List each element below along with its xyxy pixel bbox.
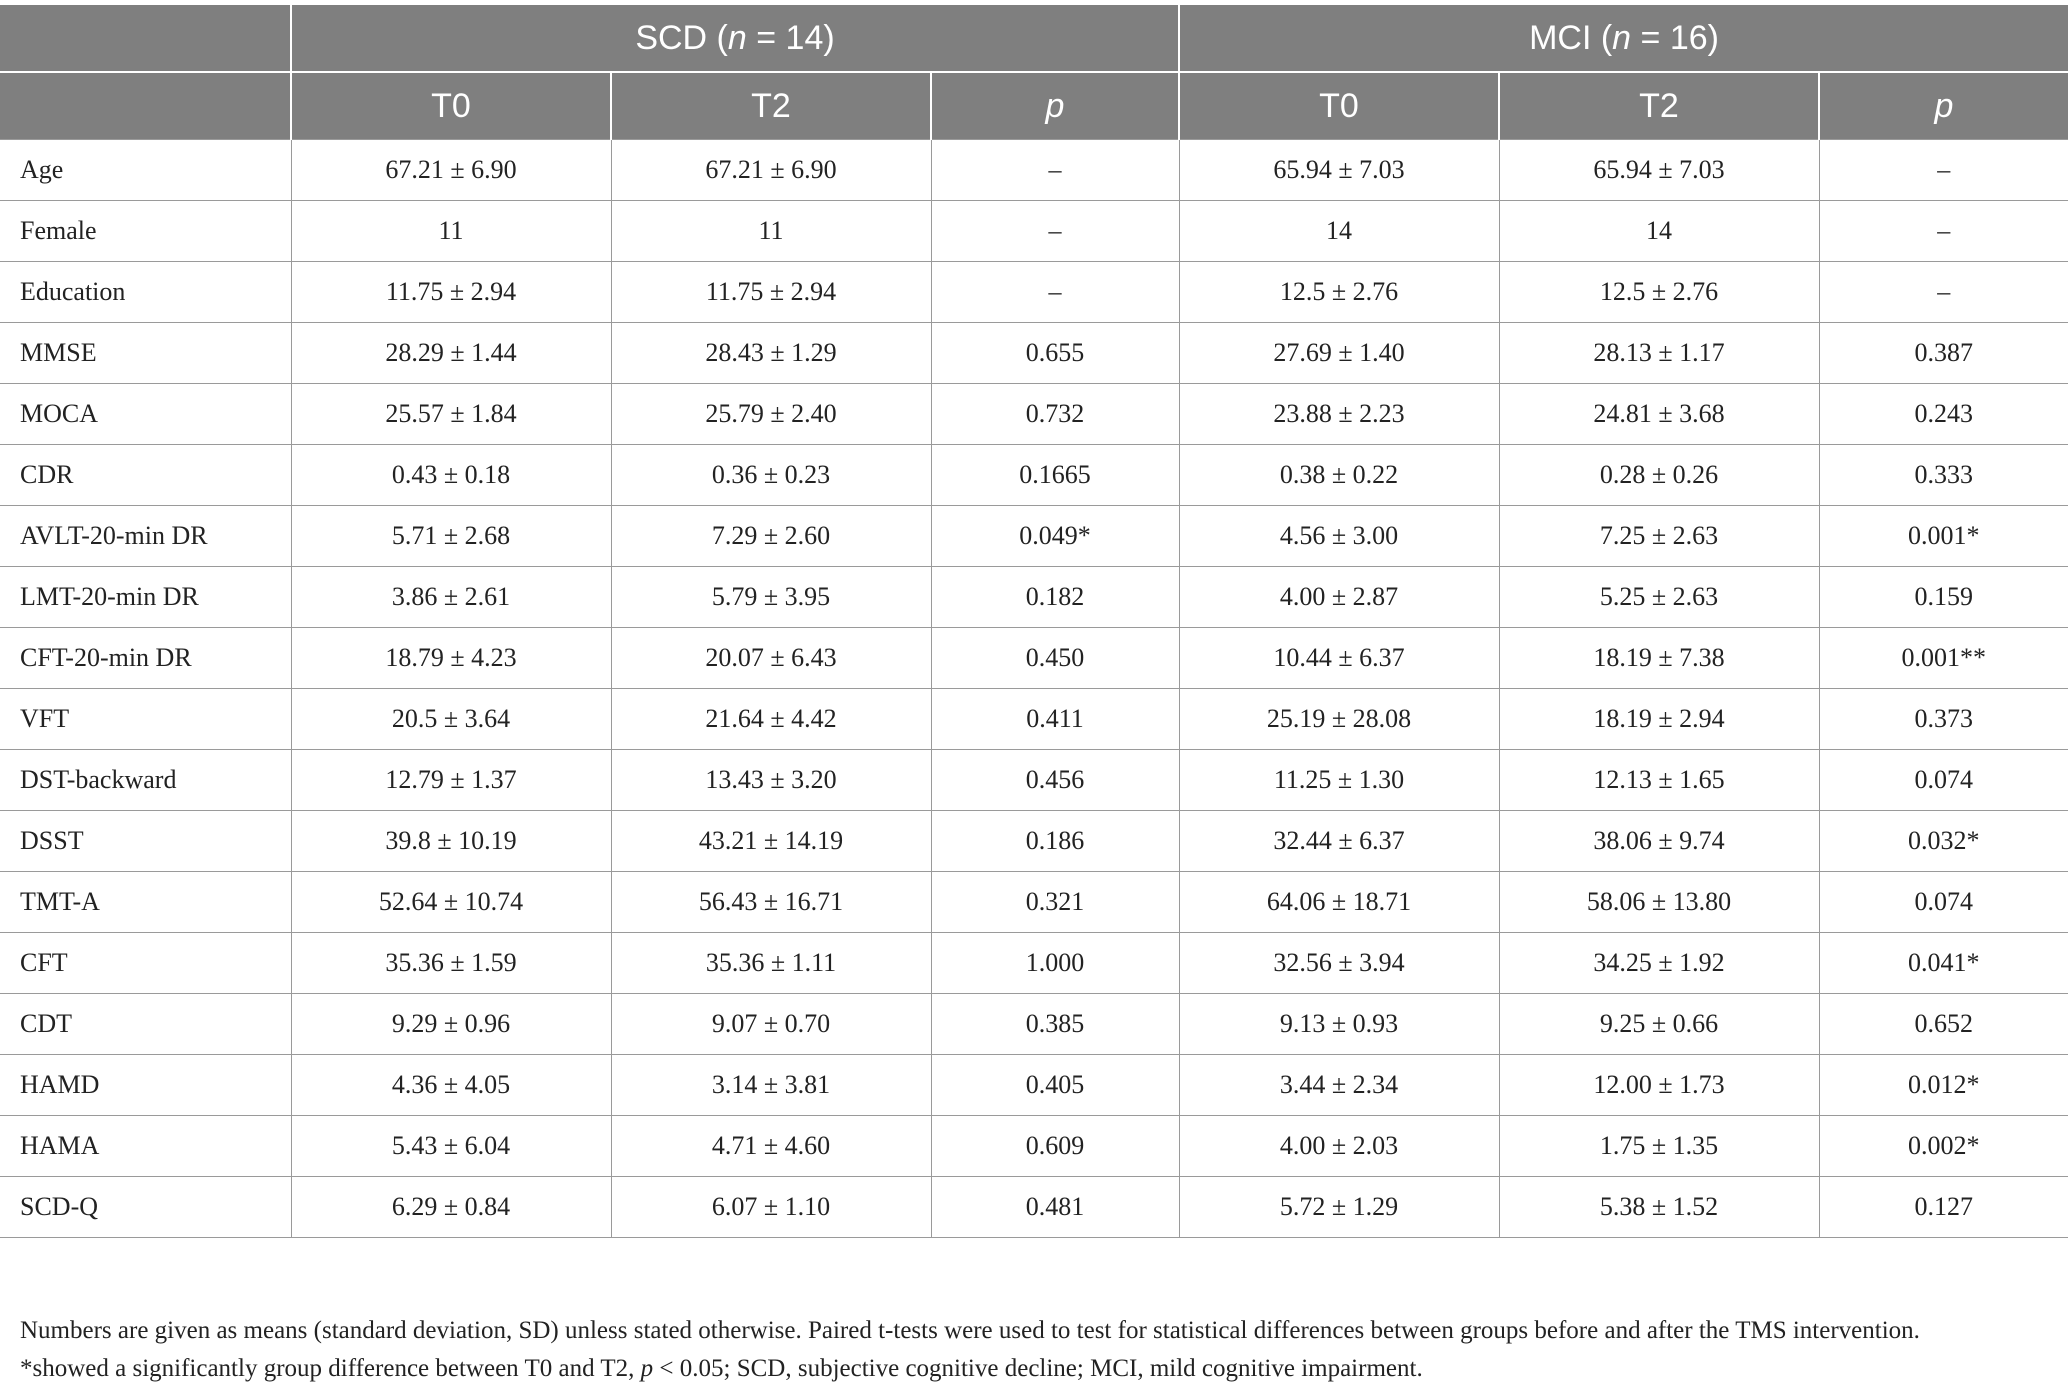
mci-t0-cell: 27.69 ± 1.40 xyxy=(1179,323,1499,384)
table-body xyxy=(0,140,2068,1238)
scd-t0-cell: 52.64 ± 10.74 xyxy=(291,872,611,933)
mci-p-cell: – xyxy=(1819,262,2068,323)
scd-t2-cell: 0.36 ± 0.23 xyxy=(611,445,931,506)
mci-t0-cell: 4.56 ± 3.00 xyxy=(1179,506,1499,567)
scd-p-cell: 0.732 xyxy=(931,384,1179,445)
mci-p-cell: 0.074 xyxy=(1819,750,2068,811)
scd-t0-cell: 18.79 ± 4.23 xyxy=(291,628,611,689)
subheader-row xyxy=(0,72,2068,140)
group-header-scd: SCD (n = 14) xyxy=(291,5,1179,72)
scd-t0-cell: 5.71 ± 2.68 xyxy=(291,506,611,567)
scd-t2-cell: 4.71 ± 4.60 xyxy=(611,1116,931,1177)
scd-t2-cell: 13.43 ± 3.20 xyxy=(611,750,931,811)
table-row xyxy=(0,445,2068,506)
scd-p-cell: 0.450 xyxy=(931,628,1179,689)
row-label: CFT-20-min DR xyxy=(0,628,291,689)
scd-p-cell: – xyxy=(931,201,1179,262)
scd-p-cell: 0.321 xyxy=(931,872,1179,933)
mci-t0-cell: 5.72 ± 1.29 xyxy=(1179,1177,1499,1238)
mci-p-cell: 0.012* xyxy=(1819,1055,2068,1116)
scd-t0-cell: 4.36 ± 4.05 xyxy=(291,1055,611,1116)
scd-p-cell: 0.405 xyxy=(931,1055,1179,1116)
table-row xyxy=(0,750,2068,811)
mci-t2-cell: 18.19 ± 7.38 xyxy=(1499,628,1819,689)
mci-t2-cell: 9.25 ± 0.66 xyxy=(1499,994,1819,1055)
mci-t0-cell: 14 xyxy=(1179,201,1499,262)
subheader-mci-p: p xyxy=(1819,72,2068,140)
row-label: VFT xyxy=(0,689,291,750)
table-row xyxy=(0,323,2068,384)
mci-t2-cell: 24.81 ± 3.68 xyxy=(1499,384,1819,445)
mci-t2-cell: 65.94 ± 7.03 xyxy=(1499,140,1819,201)
subheader-scd-t2: T2 xyxy=(611,72,931,140)
mci-t0-cell: 4.00 ± 2.87 xyxy=(1179,567,1499,628)
table-row xyxy=(0,567,2068,628)
row-label: MOCA xyxy=(0,384,291,445)
scd-t0-cell: 67.21 ± 6.90 xyxy=(291,140,611,201)
scd-t0-cell: 9.29 ± 0.96 xyxy=(291,994,611,1055)
mci-t2-cell: 28.13 ± 1.17 xyxy=(1499,323,1819,384)
row-label: LMT-20-min DR xyxy=(0,567,291,628)
scd-t0-cell: 3.86 ± 2.61 xyxy=(291,567,611,628)
mci-p-cell: 0.074 xyxy=(1819,872,2068,933)
group-header-mci: MCI (n = 16) xyxy=(1179,5,2068,72)
scd-t2-cell: 35.36 ± 1.11 xyxy=(611,933,931,994)
row-label: CFT xyxy=(0,933,291,994)
mci-t0-cell: 4.00 ± 2.03 xyxy=(1179,1116,1499,1177)
row-label: Age xyxy=(0,140,291,201)
scd-p-cell: 0.655 xyxy=(931,323,1179,384)
row-label: AVLT-20-min DR xyxy=(0,506,291,567)
scd-p-cell: 0.456 xyxy=(931,750,1179,811)
scd-t2-cell: 3.14 ± 3.81 xyxy=(611,1055,931,1116)
scd-t0-cell: 20.5 ± 3.64 xyxy=(291,689,611,750)
mci-t0-cell: 65.94 ± 7.03 xyxy=(1179,140,1499,201)
scd-p-cell: 0.481 xyxy=(931,1177,1179,1238)
scd-p-cell: 0.385 xyxy=(931,994,1179,1055)
row-label: HAMD xyxy=(0,1055,291,1116)
scd-t2-cell: 21.64 ± 4.42 xyxy=(611,689,931,750)
mci-p-cell: 0.001** xyxy=(1819,628,2068,689)
mci-t2-cell: 1.75 ± 1.35 xyxy=(1499,1116,1819,1177)
subheader-scd-t0: T0 xyxy=(291,72,611,140)
mci-t0-cell: 12.5 ± 2.76 xyxy=(1179,262,1499,323)
table-header xyxy=(0,5,2068,140)
row-label: DST-backward xyxy=(0,750,291,811)
row-label: CDR xyxy=(0,445,291,506)
mci-p-cell: 0.002* xyxy=(1819,1116,2068,1177)
mci-p-cell: 0.652 xyxy=(1819,994,2068,1055)
mci-t0-cell: 23.88 ± 2.23 xyxy=(1179,384,1499,445)
mci-p-cell: 0.001* xyxy=(1819,506,2068,567)
mci-p-cell: 0.243 xyxy=(1819,384,2068,445)
mci-t2-cell: 34.25 ± 1.92 xyxy=(1499,933,1819,994)
scd-t0-cell: 35.36 ± 1.59 xyxy=(291,933,611,994)
row-label: TMT-A xyxy=(0,872,291,933)
table-row xyxy=(0,140,2068,201)
scd-t2-cell: 5.79 ± 3.95 xyxy=(611,567,931,628)
table-row xyxy=(0,1116,2068,1177)
mci-p-cell: 0.373 xyxy=(1819,689,2068,750)
mci-t0-cell: 10.44 ± 6.37 xyxy=(1179,628,1499,689)
scd-t2-cell: 20.07 ± 6.43 xyxy=(611,628,931,689)
mci-t2-cell: 5.38 ± 1.52 xyxy=(1499,1177,1819,1238)
mci-t2-cell: 12.5 ± 2.76 xyxy=(1499,262,1819,323)
footnote-line-1: Numbers are given as means (standard deviation, SD) unless stated otherwise. Paired t-tests were used to test for statistical differences between groups before and after the TMS intervention. xyxy=(20,1317,1920,1344)
mci-p-cell: 0.127 xyxy=(1819,1177,2068,1238)
mci-t2-cell: 12.13 ± 1.65 xyxy=(1499,750,1819,811)
table-row xyxy=(0,384,2068,445)
mci-t0-cell: 32.44 ± 6.37 xyxy=(1179,811,1499,872)
mci-t0-cell: 3.44 ± 2.34 xyxy=(1179,1055,1499,1116)
scd-p-cell: 0.609 xyxy=(931,1116,1179,1177)
scd-p-cell: – xyxy=(931,262,1179,323)
scd-t2-cell: 67.21 ± 6.90 xyxy=(611,140,931,201)
table-row xyxy=(0,811,2068,872)
scd-t0-cell: 0.43 ± 0.18 xyxy=(291,445,611,506)
subheader-mci-t2: T2 xyxy=(1499,72,1819,140)
row-label: Female xyxy=(0,201,291,262)
mci-t2-cell: 14 xyxy=(1499,201,1819,262)
scd-p-cell: 0.049* xyxy=(931,506,1179,567)
row-label: Education xyxy=(0,262,291,323)
footnote-line-2: *showed a significantly group difference between T0 and T2, p < 0.05; SCD, subjective cognitive decline; MCI, mild cognitive impairment. xyxy=(20,1355,1423,1382)
table-row xyxy=(0,201,2068,262)
row-label: DSST xyxy=(0,811,291,872)
scd-p-cell: 0.182 xyxy=(931,567,1179,628)
results-table xyxy=(0,5,2068,1238)
row-label: SCD-Q xyxy=(0,1177,291,1238)
subheader-scd-p: p xyxy=(931,72,1179,140)
mci-p-cell: – xyxy=(1819,201,2068,262)
table-row xyxy=(0,872,2068,933)
scd-t0-cell: 39.8 ± 10.19 xyxy=(291,811,611,872)
scd-t0-cell: 11 xyxy=(291,201,611,262)
mci-p-cell: 0.159 xyxy=(1819,567,2068,628)
row-label: HAMA xyxy=(0,1116,291,1177)
scd-t0-cell: 5.43 ± 6.04 xyxy=(291,1116,611,1177)
subheader-mci-t0: T0 xyxy=(1179,72,1499,140)
scd-t0-cell: 25.57 ± 1.84 xyxy=(291,384,611,445)
mci-t2-cell: 38.06 ± 9.74 xyxy=(1499,811,1819,872)
mci-p-cell: 0.387 xyxy=(1819,323,2068,384)
mci-t2-cell: 18.19 ± 2.94 xyxy=(1499,689,1819,750)
table-row xyxy=(0,506,2068,567)
header-corner-cell xyxy=(0,5,291,72)
scd-t2-cell: 9.07 ± 0.70 xyxy=(611,994,931,1055)
scd-p-cell: 0.186 xyxy=(931,811,1179,872)
mci-t2-cell: 7.25 ± 2.63 xyxy=(1499,506,1819,567)
mci-t0-cell: 25.19 ± 28.08 xyxy=(1179,689,1499,750)
table-footnote xyxy=(20,1312,2050,1388)
mci-t0-cell: 64.06 ± 18.71 xyxy=(1179,872,1499,933)
table-row xyxy=(0,994,2068,1055)
group-header-row xyxy=(0,5,2068,72)
scd-p-cell: 1.000 xyxy=(931,933,1179,994)
scd-t0-cell: 11.75 ± 2.94 xyxy=(291,262,611,323)
mci-t0-cell: 0.38 ± 0.22 xyxy=(1179,445,1499,506)
mci-t0-cell: 32.56 ± 3.94 xyxy=(1179,933,1499,994)
mci-p-cell: – xyxy=(1819,140,2068,201)
scd-p-cell: 0.1665 xyxy=(931,445,1179,506)
scd-t2-cell: 25.79 ± 2.40 xyxy=(611,384,931,445)
scd-t2-cell: 28.43 ± 1.29 xyxy=(611,323,931,384)
scd-t2-cell: 6.07 ± 1.10 xyxy=(611,1177,931,1238)
scd-t0-cell: 6.29 ± 0.84 xyxy=(291,1177,611,1238)
mci-p-cell: 0.041* xyxy=(1819,933,2068,994)
table-row xyxy=(0,262,2068,323)
scd-t2-cell: 11 xyxy=(611,201,931,262)
scd-t0-cell: 12.79 ± 1.37 xyxy=(291,750,611,811)
mci-t2-cell: 0.28 ± 0.26 xyxy=(1499,445,1819,506)
scd-t2-cell: 43.21 ± 14.19 xyxy=(611,811,931,872)
mci-t2-cell: 12.00 ± 1.73 xyxy=(1499,1055,1819,1116)
scd-t2-cell: 56.43 ± 16.71 xyxy=(611,872,931,933)
mci-t2-cell: 5.25 ± 2.63 xyxy=(1499,567,1819,628)
table-row xyxy=(0,1055,2068,1116)
table-row xyxy=(0,689,2068,750)
scd-t2-cell: 11.75 ± 2.94 xyxy=(611,262,931,323)
mci-t2-cell: 58.06 ± 13.80 xyxy=(1499,872,1819,933)
mci-t0-cell: 11.25 ± 1.30 xyxy=(1179,750,1499,811)
mci-p-cell: 0.333 xyxy=(1819,445,2068,506)
scd-p-cell: – xyxy=(931,140,1179,201)
mci-t0-cell: 9.13 ± 0.93 xyxy=(1179,994,1499,1055)
scd-t2-cell: 7.29 ± 2.60 xyxy=(611,506,931,567)
table-row xyxy=(0,628,2068,689)
row-label: MMSE xyxy=(0,323,291,384)
mci-p-cell: 0.032* xyxy=(1819,811,2068,872)
scd-t0-cell: 28.29 ± 1.44 xyxy=(291,323,611,384)
scd-p-cell: 0.411 xyxy=(931,689,1179,750)
subheader-corner-cell xyxy=(0,72,291,140)
row-label: CDT xyxy=(0,994,291,1055)
table-row xyxy=(0,933,2068,994)
table-row xyxy=(0,1177,2068,1238)
